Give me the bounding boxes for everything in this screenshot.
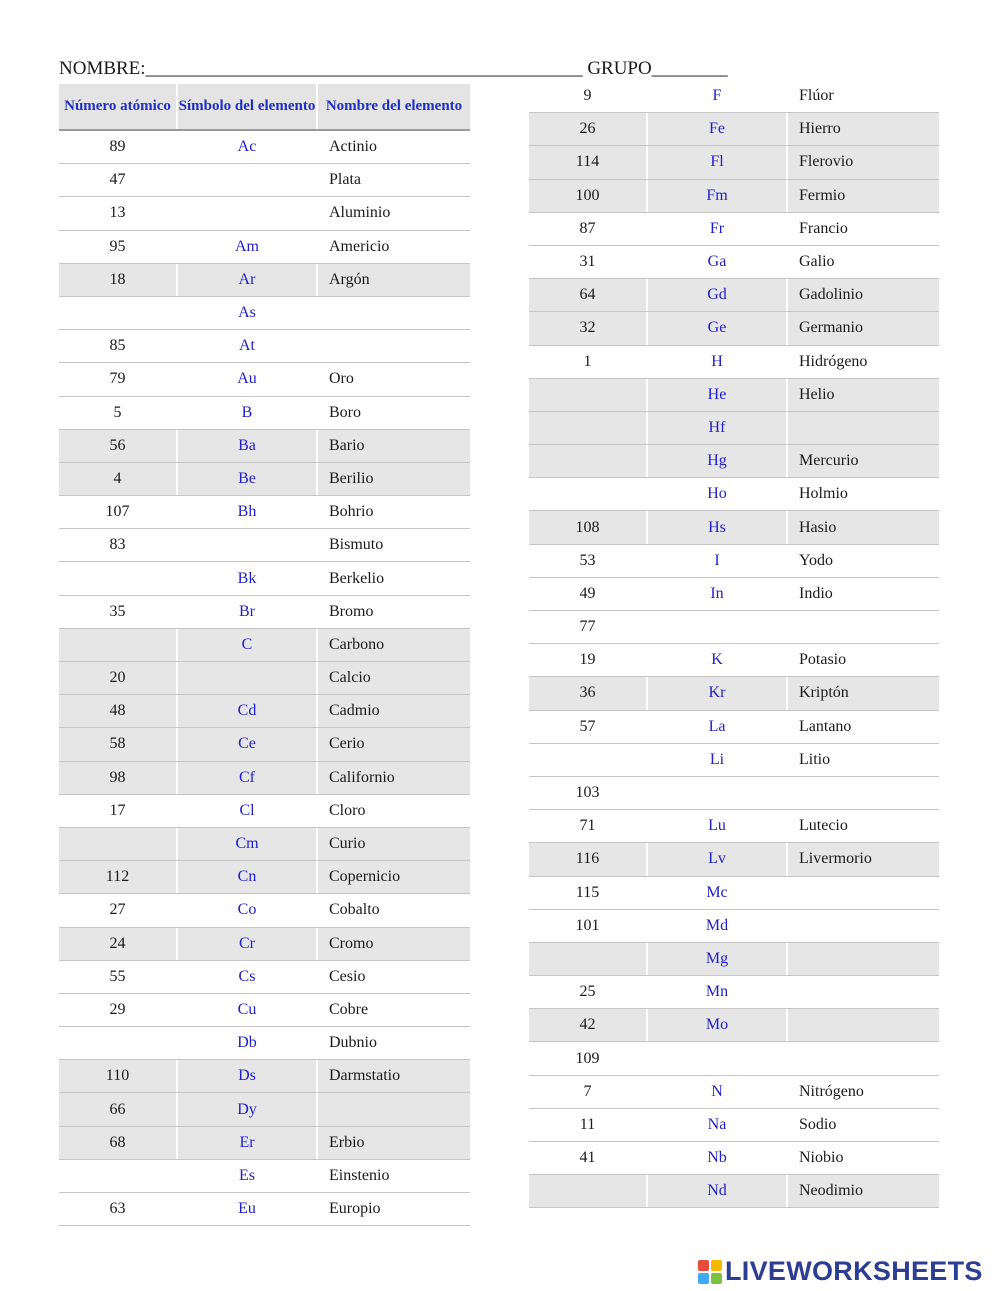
element-name-cell: Holmio bbox=[799, 485, 848, 503]
table-row bbox=[529, 1109, 939, 1142]
element-name-cell: Flerovio bbox=[788, 146, 939, 178]
atomic-number-cell: 108 bbox=[529, 511, 646, 543]
logo-square-yellow bbox=[711, 1260, 722, 1271]
element-name-cell bbox=[788, 1009, 939, 1041]
table-row bbox=[59, 297, 470, 330]
name-group-line: NOMBRE:______________________________________________ GRUPO________ bbox=[59, 58, 728, 79]
atomic-number-cell bbox=[529, 412, 646, 444]
table-row bbox=[59, 1027, 470, 1060]
atomic-number-cell: 89 bbox=[109, 138, 126, 156]
atomic-number-cell: 63 bbox=[109, 1200, 126, 1218]
element-name-cell: Indio bbox=[799, 584, 833, 602]
symbol-cell bbox=[648, 777, 786, 809]
symbol-cell: At bbox=[239, 337, 255, 355]
table-row bbox=[59, 795, 470, 828]
table-row bbox=[529, 810, 939, 843]
element-name-cell: Germanio bbox=[788, 312, 939, 344]
table-row bbox=[529, 279, 939, 312]
atomic-number-cell bbox=[59, 1160, 176, 1192]
atomic-number-cell: 20 bbox=[59, 662, 176, 694]
symbol-cell: Fe bbox=[648, 113, 786, 145]
atomic-number-cell: 56 bbox=[59, 430, 176, 462]
element-name-cell: Lutecio bbox=[799, 817, 848, 835]
atomic-number-cell: 26 bbox=[529, 113, 646, 145]
symbol-cell: Ga bbox=[707, 253, 727, 271]
column-header-symbol: Símbolo del elemento bbox=[178, 84, 316, 129]
element-name-cell bbox=[788, 412, 939, 444]
element-name-cell: Cromo bbox=[318, 928, 470, 960]
symbol-cell: Cd bbox=[178, 695, 316, 727]
element-name-cell bbox=[318, 330, 470, 362]
atomic-number-cell: 27 bbox=[109, 901, 126, 919]
symbol-cell: Mc bbox=[706, 883, 728, 901]
liveworksheets-logo bbox=[698, 1256, 983, 1287]
table-row bbox=[529, 777, 939, 810]
atomic-number-cell: 42 bbox=[529, 1009, 646, 1041]
symbol-cell: Na bbox=[707, 1115, 727, 1133]
symbol-cell: Be bbox=[178, 463, 316, 495]
elements-table-left bbox=[59, 84, 470, 1226]
symbol-cell: Kr bbox=[648, 677, 786, 709]
atomic-number-cell: 100 bbox=[529, 180, 646, 212]
element-name-cell: Aluminio bbox=[329, 204, 391, 222]
table-row bbox=[59, 894, 470, 927]
element-name-cell: Actinio bbox=[329, 138, 377, 156]
element-name-cell: Boro bbox=[329, 403, 361, 421]
table-row bbox=[529, 611, 939, 644]
table-row bbox=[529, 478, 939, 511]
atomic-number-cell: 68 bbox=[59, 1127, 176, 1159]
logo-text: LIVEWORKSHEETS bbox=[725, 1256, 983, 1286]
table-row bbox=[529, 80, 939, 113]
atomic-number-cell: 57 bbox=[579, 717, 596, 735]
atomic-number-cell: 48 bbox=[59, 695, 176, 727]
element-name-cell bbox=[788, 877, 939, 909]
atomic-number-cell: 24 bbox=[59, 928, 176, 960]
atomic-number-cell bbox=[529, 1175, 646, 1207]
element-name-cell: Gadolinio bbox=[788, 279, 939, 311]
element-name-cell: Fermio bbox=[788, 180, 939, 212]
symbol-cell: Bh bbox=[237, 503, 257, 521]
element-name-cell: Cadmio bbox=[318, 695, 470, 727]
table-row bbox=[59, 197, 470, 230]
atomic-number-cell bbox=[59, 1027, 176, 1059]
atomic-number-cell: 9 bbox=[583, 87, 592, 105]
symbol-cell: Fm bbox=[648, 180, 786, 212]
logo-square-green bbox=[711, 1273, 722, 1284]
atomic-number-cell: 1 bbox=[583, 352, 592, 370]
symbol-cell: B bbox=[241, 403, 253, 421]
table-row bbox=[59, 529, 470, 562]
element-name-cell: Cobalto bbox=[329, 901, 380, 919]
symbol-cell: Hg bbox=[648, 445, 786, 477]
atomic-number-cell: 85 bbox=[109, 337, 126, 355]
element-name-cell: Flúor bbox=[799, 87, 834, 105]
table-row bbox=[529, 346, 939, 379]
table-row bbox=[59, 1127, 470, 1160]
symbol-cell: Li bbox=[709, 750, 725, 768]
atomic-number-cell: 114 bbox=[529, 146, 646, 178]
symbol-cell: Cu bbox=[237, 1000, 257, 1018]
table-row bbox=[59, 662, 470, 695]
atomic-number-cell: 49 bbox=[579, 584, 596, 602]
table-row bbox=[529, 180, 939, 213]
elements-table-right bbox=[529, 80, 939, 1208]
symbol-cell: Ge bbox=[648, 312, 786, 344]
symbol-cell: Co bbox=[237, 901, 257, 919]
table-row bbox=[59, 1060, 470, 1093]
symbol-cell: In bbox=[710, 584, 724, 602]
symbol-cell: Bk bbox=[237, 569, 257, 587]
element-name-cell: Cesio bbox=[329, 967, 366, 985]
table-row bbox=[59, 695, 470, 728]
atomic-number-cell: 101 bbox=[575, 916, 600, 934]
element-name-cell: Curio bbox=[318, 828, 470, 860]
symbol-cell: N bbox=[711, 1082, 723, 1100]
symbol-cell: Nd bbox=[648, 1175, 786, 1207]
table-row bbox=[59, 1193, 470, 1226]
atomic-number-cell bbox=[59, 562, 176, 594]
symbol-cell: Es bbox=[239, 1166, 255, 1184]
element-name-cell: Americio bbox=[329, 237, 390, 255]
logo-square-blue bbox=[698, 1273, 709, 1284]
atomic-number-cell bbox=[529, 943, 646, 975]
table-row bbox=[59, 264, 470, 297]
table-header bbox=[59, 84, 470, 131]
table-row bbox=[529, 976, 939, 1009]
atomic-number-cell: 31 bbox=[579, 253, 596, 271]
symbol-cell bbox=[178, 529, 316, 561]
element-name-cell: Litio bbox=[799, 750, 831, 768]
atomic-number-cell: 53 bbox=[579, 551, 596, 569]
atomic-number-cell: 29 bbox=[109, 1000, 126, 1018]
atomic-number-cell: 112 bbox=[59, 861, 176, 893]
atomic-number-cell: 116 bbox=[529, 843, 646, 875]
atomic-number-cell: 18 bbox=[59, 264, 176, 296]
element-name-cell: Bario bbox=[318, 430, 470, 462]
element-name-cell: Nitrógeno bbox=[799, 1082, 864, 1100]
symbol-cell: Hf bbox=[648, 412, 786, 444]
symbol-cell: I bbox=[714, 551, 720, 569]
atomic-number-cell bbox=[59, 629, 176, 661]
table-row bbox=[59, 363, 470, 396]
element-name-cell: Bromo bbox=[329, 602, 374, 620]
symbol-cell: La bbox=[708, 717, 726, 735]
element-name-cell: Neodimio bbox=[788, 1175, 939, 1207]
table-row bbox=[59, 928, 470, 961]
symbol-cell: As bbox=[238, 304, 256, 322]
element-name-cell: Bohrio bbox=[329, 503, 374, 521]
table-row bbox=[529, 511, 939, 544]
table-row bbox=[529, 910, 939, 943]
element-name-cell: Livermorio bbox=[788, 843, 939, 875]
element-name-cell: Hierro bbox=[788, 113, 939, 145]
element-name-cell: Carbono bbox=[318, 629, 470, 661]
table-row bbox=[59, 994, 470, 1027]
element-name-cell: Berkelio bbox=[329, 569, 385, 587]
atomic-number-cell: 17 bbox=[109, 801, 126, 819]
symbol-cell: Ba bbox=[178, 430, 316, 462]
symbol-cell: H bbox=[711, 352, 723, 370]
table-row bbox=[59, 861, 470, 894]
symbol-cell: He bbox=[648, 379, 786, 411]
element-name-cell: Bismuto bbox=[329, 536, 384, 554]
table-row bbox=[529, 246, 939, 279]
table-row bbox=[59, 562, 470, 595]
symbol-cell: Fl bbox=[648, 146, 786, 178]
table-row bbox=[59, 762, 470, 795]
atomic-number-cell: 58 bbox=[59, 728, 176, 760]
symbol-cell: Hs bbox=[648, 511, 786, 543]
element-name-cell: Yodo bbox=[799, 551, 833, 569]
symbol-cell: Au bbox=[237, 370, 257, 388]
column-header-name: Nombre del elemento bbox=[318, 84, 470, 129]
atomic-number-cell: 110 bbox=[59, 1060, 176, 1092]
symbol-cell: Mo bbox=[648, 1009, 786, 1041]
table-row bbox=[529, 644, 939, 677]
element-name-cell: Potasio bbox=[799, 651, 847, 669]
symbol-cell: Ar bbox=[178, 264, 316, 296]
atomic-number-cell: 83 bbox=[109, 536, 126, 554]
element-name-cell: Hidrógeno bbox=[799, 352, 868, 370]
table-row bbox=[529, 877, 939, 910]
table-row bbox=[59, 231, 470, 264]
atomic-number-cell bbox=[529, 379, 646, 411]
element-name-cell: Einstenio bbox=[329, 1166, 390, 1184]
table-row bbox=[529, 545, 939, 578]
atomic-number-cell: 19 bbox=[579, 651, 596, 669]
atomic-number-cell: 77 bbox=[579, 618, 596, 636]
atomic-number-cell: 79 bbox=[109, 370, 126, 388]
element-name-cell bbox=[318, 297, 470, 329]
element-name-cell: Californio bbox=[318, 762, 470, 794]
table-row bbox=[529, 1042, 939, 1075]
atomic-number-cell: 55 bbox=[109, 967, 126, 985]
element-name-cell: Cloro bbox=[329, 801, 366, 819]
element-name-cell: Erbio bbox=[318, 1127, 470, 1159]
table-row bbox=[59, 330, 470, 363]
table-row bbox=[529, 677, 939, 710]
symbol-cell: Md bbox=[705, 916, 729, 934]
atomic-number-cell bbox=[529, 478, 646, 510]
element-name-cell: Mercurio bbox=[788, 445, 939, 477]
atomic-number-cell: 41 bbox=[579, 1149, 596, 1167]
element-name-cell bbox=[318, 1093, 470, 1125]
element-name-cell: Europio bbox=[329, 1200, 381, 1218]
table-row bbox=[59, 728, 470, 761]
table-row bbox=[529, 1175, 939, 1208]
table-row bbox=[59, 1093, 470, 1126]
symbol-cell bbox=[178, 164, 316, 196]
atomic-number-cell: 13 bbox=[109, 204, 126, 222]
symbol-cell bbox=[648, 1042, 786, 1074]
logo-icon bbox=[698, 1260, 722, 1284]
symbol-cell: Am bbox=[235, 237, 259, 255]
table-row bbox=[529, 843, 939, 876]
element-name-cell: Francio bbox=[799, 219, 848, 237]
atomic-number-cell: 115 bbox=[575, 883, 600, 901]
symbol-cell: Ce bbox=[178, 728, 316, 760]
atomic-number-cell: 11 bbox=[579, 1115, 596, 1133]
atomic-number-cell: 47 bbox=[109, 171, 126, 189]
table-row bbox=[529, 412, 939, 445]
atomic-number-cell: 98 bbox=[59, 762, 176, 794]
symbol-cell: Dy bbox=[178, 1093, 316, 1125]
atomic-number-cell: 66 bbox=[59, 1093, 176, 1125]
table-row bbox=[529, 146, 939, 179]
table-row bbox=[529, 113, 939, 146]
symbol-cell bbox=[178, 197, 316, 229]
atomic-number-cell: 103 bbox=[575, 784, 600, 802]
atomic-number-cell: 32 bbox=[529, 312, 646, 344]
atomic-number-cell bbox=[529, 445, 646, 477]
symbol-cell: Er bbox=[178, 1127, 316, 1159]
atomic-number-cell: 35 bbox=[109, 602, 126, 620]
column-header-atomic-number: Número atómico bbox=[59, 84, 176, 129]
element-name-cell: Argón bbox=[318, 264, 470, 296]
table-row bbox=[529, 213, 939, 246]
symbol-cell: F bbox=[712, 87, 722, 105]
atomic-number-cell bbox=[529, 744, 646, 776]
atomic-number-cell: 64 bbox=[529, 279, 646, 311]
atomic-number-cell bbox=[59, 297, 176, 329]
atomic-number-cell: 107 bbox=[105, 503, 130, 521]
element-name-cell bbox=[788, 777, 939, 809]
atomic-number-cell: 7 bbox=[583, 1082, 592, 1100]
element-name-cell: Niobio bbox=[799, 1149, 844, 1167]
symbol-cell: Mn bbox=[705, 983, 729, 1001]
table-row bbox=[529, 578, 939, 611]
symbol-cell: Br bbox=[239, 602, 255, 620]
symbol-cell: Ds bbox=[178, 1060, 316, 1092]
table-row bbox=[529, 1076, 939, 1109]
table-row bbox=[529, 312, 939, 345]
table-row bbox=[529, 1142, 939, 1175]
symbol-cell: Cn bbox=[178, 861, 316, 893]
table-row bbox=[529, 711, 939, 744]
element-name-cell bbox=[788, 611, 939, 643]
table-row bbox=[59, 629, 470, 662]
element-name-cell: Helio bbox=[788, 379, 939, 411]
element-name-cell: Hasio bbox=[788, 511, 939, 543]
element-name-cell: Sodio bbox=[799, 1115, 837, 1133]
element-name-cell bbox=[788, 1042, 939, 1074]
symbol-cell: C bbox=[178, 629, 316, 661]
symbol-cell bbox=[178, 662, 316, 694]
element-name-cell: Berilio bbox=[318, 463, 470, 495]
atomic-number-cell: 25 bbox=[579, 983, 596, 1001]
element-name-cell: Lantano bbox=[799, 717, 852, 735]
table-row bbox=[529, 1009, 939, 1042]
table-row bbox=[59, 164, 470, 197]
symbol-cell: Lv bbox=[648, 843, 786, 875]
table-row bbox=[59, 496, 470, 529]
table-body bbox=[59, 131, 470, 1226]
atomic-number-cell: 87 bbox=[579, 219, 596, 237]
symbol-cell: Fr bbox=[709, 219, 725, 237]
atomic-number-cell bbox=[59, 828, 176, 860]
table-row bbox=[59, 1160, 470, 1193]
symbol-cell: Lu bbox=[708, 817, 726, 835]
table-row bbox=[59, 828, 470, 861]
table-row bbox=[59, 463, 470, 496]
table-body bbox=[529, 80, 939, 1208]
table-row bbox=[529, 379, 939, 412]
symbol-cell: Nb bbox=[707, 1149, 727, 1167]
table-row bbox=[59, 961, 470, 994]
atomic-number-cell: 4 bbox=[59, 463, 176, 495]
element-name-cell bbox=[788, 910, 939, 942]
symbol-cell: Ac bbox=[237, 138, 257, 156]
symbol-cell: Cl bbox=[239, 801, 255, 819]
table-row bbox=[59, 430, 470, 463]
element-name-cell: Dubnio bbox=[329, 1034, 377, 1052]
element-name-cell: Kriptón bbox=[788, 677, 939, 709]
element-name-cell: Cobre bbox=[329, 1000, 369, 1018]
table-row bbox=[529, 744, 939, 777]
element-name-cell bbox=[788, 976, 939, 1008]
symbol-cell: Mg bbox=[648, 943, 786, 975]
atomic-number-cell: 109 bbox=[575, 1049, 600, 1067]
element-name-cell bbox=[788, 943, 939, 975]
symbol-cell: Cm bbox=[178, 828, 316, 860]
element-name-cell: Darmstatio bbox=[318, 1060, 470, 1092]
element-name-cell: Copernicio bbox=[318, 861, 470, 893]
atomic-number-cell: 71 bbox=[579, 817, 596, 835]
atomic-number-cell: 36 bbox=[529, 677, 646, 709]
atomic-number-cell: 5 bbox=[113, 403, 122, 421]
logo-square-red bbox=[698, 1260, 709, 1271]
symbol-cell: Eu bbox=[238, 1200, 256, 1218]
symbol-cell: Ho bbox=[707, 485, 727, 503]
atomic-number-cell: 95 bbox=[109, 237, 126, 255]
table-row bbox=[529, 943, 939, 976]
table-row bbox=[529, 445, 939, 478]
element-name-cell: Cerio bbox=[318, 728, 470, 760]
symbol-cell: Cr bbox=[178, 928, 316, 960]
element-name-cell: Oro bbox=[329, 370, 354, 388]
table-row bbox=[59, 596, 470, 629]
symbol-cell: Cf bbox=[178, 762, 316, 794]
symbol-cell: Db bbox=[237, 1034, 257, 1052]
table-row bbox=[59, 131, 470, 164]
symbol-cell: Cs bbox=[238, 967, 256, 985]
symbol-cell: Gd bbox=[648, 279, 786, 311]
symbol-cell bbox=[648, 611, 786, 643]
symbol-cell: K bbox=[711, 651, 723, 669]
element-name-cell: Galio bbox=[799, 253, 835, 271]
element-name-cell: Plata bbox=[329, 171, 361, 189]
element-name-cell: Calcio bbox=[318, 662, 470, 694]
table-row bbox=[59, 397, 470, 430]
